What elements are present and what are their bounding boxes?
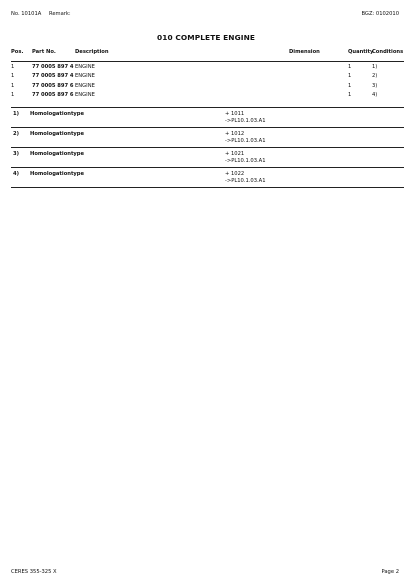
condition-reference: ->PL10.1.03.A1 [225, 158, 266, 164]
table-row[interactable] [11, 72, 404, 82]
header-pos: Pos. [11, 49, 24, 55]
table-header [11, 48, 404, 61]
conditions-divider [11, 187, 404, 188]
page-number: Page 2 [381, 569, 399, 575]
row-part-no: 77 0005 897 6 [32, 82, 74, 89]
condition-code [225, 151, 266, 165]
condition-label: Homologationtype [30, 151, 85, 157]
parts-table [11, 48, 404, 100]
condition-number: 4) [13, 171, 19, 177]
condition-item [11, 127, 404, 147]
row-pos: 1 [11, 82, 15, 89]
row-pos: 1 [11, 92, 15, 98]
condition-code-line: + 1022 [225, 171, 245, 177]
condition-code [225, 171, 266, 185]
row-condition: 2) [372, 73, 378, 79]
condition-code-line: + 1021 [225, 151, 245, 157]
row-description: ENGINE [75, 63, 95, 70]
row-condition: 3) [372, 82, 378, 89]
condition-number: 1) [13, 111, 19, 117]
header-description: Description [75, 49, 109, 55]
condition-item [11, 147, 404, 167]
document-header [11, 11, 77, 17]
header-dimension: Dimension [289, 49, 320, 55]
table-row[interactable] [11, 91, 404, 101]
row-condition: 1) [372, 63, 378, 70]
row-description: ENGINE [75, 92, 95, 98]
table-body [11, 62, 404, 100]
row-pos: 1 [11, 73, 15, 79]
row-quantity: 1 [348, 63, 352, 70]
bgz-code: BGZ: 0102010 [361, 11, 399, 17]
row-part-no: 77 0005 897 4 [32, 73, 74, 79]
document-number: No. 10101A [11, 11, 42, 17]
row-description: ENGINE [75, 82, 95, 89]
row-quantity: 1 [348, 73, 352, 79]
condition-item [11, 167, 404, 187]
condition-code [225, 111, 266, 125]
condition-reference: ->PL10.1.03.A1 [225, 138, 266, 144]
condition-label: Homologationtype [30, 111, 85, 117]
row-part-no: 77 0005 897 6 [32, 92, 74, 98]
row-description: ENGINE [75, 73, 95, 79]
condition-number: 2) [13, 131, 19, 137]
condition-code-line: + 1012 [225, 131, 245, 137]
header-conditions: Conditions [372, 49, 404, 55]
condition-label: Homologationtype [30, 171, 85, 177]
page-title: 010 COMPLETE ENGINE [156, 33, 256, 42]
condition-label: Homologationtype [30, 131, 85, 137]
footer-model: CERES 355-325 X [11, 569, 57, 575]
remark-label: Remark: [48, 11, 71, 17]
row-part-no: 77 0005 897 4 [32, 63, 74, 70]
condition-reference: ->PL10.1.03.A1 [225, 178, 266, 184]
condition-item [11, 107, 404, 127]
conditions-list [11, 107, 404, 188]
table-row[interactable] [11, 81, 404, 91]
header-quantity: Quantity [348, 49, 374, 55]
row-pos: 1 [11, 63, 15, 70]
condition-number: 3) [13, 151, 19, 157]
condition-code [225, 131, 266, 145]
table-row[interactable] [11, 62, 404, 72]
row-quantity: 1 [348, 92, 352, 98]
row-condition: 4) [372, 92, 378, 98]
header-part-no: Part No. [32, 49, 56, 55]
condition-code-line: + 1011 [225, 111, 245, 117]
condition-reference: ->PL10.1.03.A1 [225, 118, 266, 124]
row-quantity: 1 [348, 82, 352, 89]
